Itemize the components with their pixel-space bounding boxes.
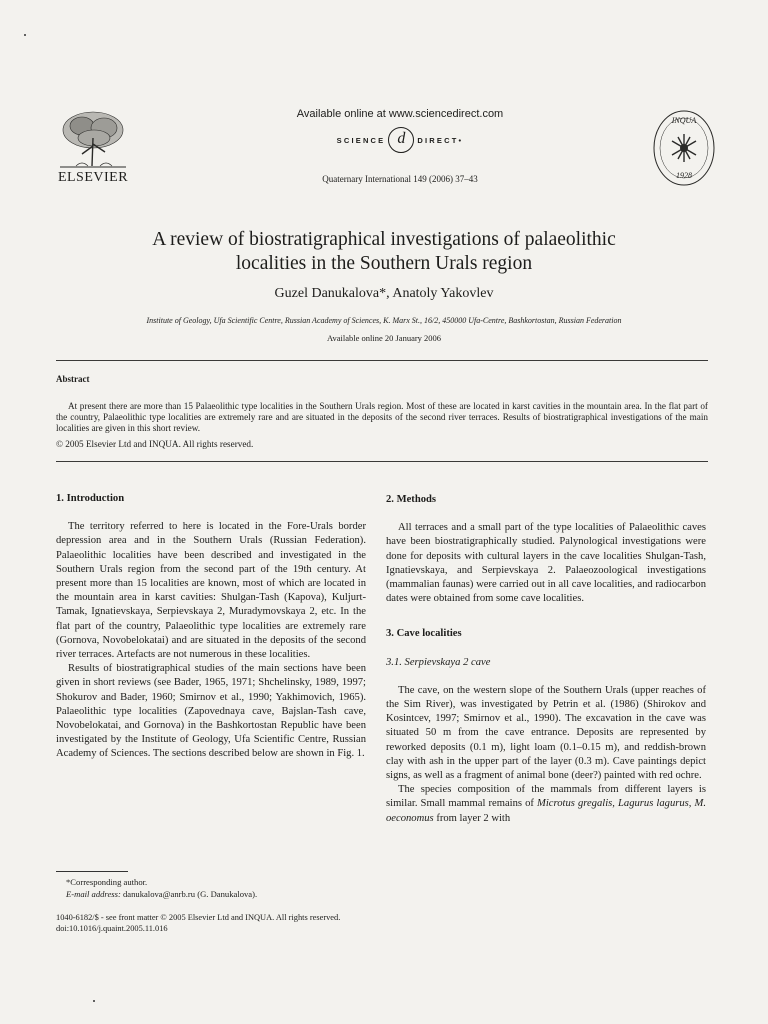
sd-at-icon: d [388, 127, 414, 153]
doi[interactable]: doi:10.1016/j.quaint.2005.11.016 [56, 924, 168, 933]
section-heading-introduction: 1. Introduction [56, 493, 125, 504]
corresponding-author-note: *Corresponding author. [66, 877, 148, 887]
footnote-rule [56, 871, 128, 872]
paragraph-text: from layer 2 with [433, 812, 511, 824]
available-online-url[interactable]: Available online at www.sciencedirect.com [296, 108, 504, 120]
right-column [386, 493, 706, 826]
scan-speck [93, 1000, 95, 1002]
paragraph: The territory referred to here is located in the Fore-Urals border depression area and in the Southern Urals (Russian Federation). Palaeolithic localities have been described and investigated in the Southern Urals region from the second part of the 19th century. At present more than 15 localities are known, most of which are located in the mountain area in karst cavities: Shulgan-Tash (Kapova), Kuljurt-Tamak, Ignatievskaya, Serpievskaya 2, Muradymovskaya 2, etc. In the flat part of the country, Palaeolithic type localities are extremely rare (Gornova, Novobelokatai) and are situated in the deposits of the second river terraces. Artefacts are not numerous in these localities. [56, 521, 366, 661]
divider [56, 360, 708, 361]
affiliation: Institute of Geology, Ufa Scientific Centre, Russian Academy of Sciences, K. Marx St., 16/2, 450000 Ufa-Centre, Bashkortostan, Russian Federation [146, 316, 622, 325]
section-heading-methods: 2. Methods [386, 494, 437, 505]
species-names: Microtus gregalis, Lagurus lagurus, M. oeconomus [386, 798, 706, 824]
left-column [56, 492, 366, 762]
abstract-heading: Abstract [56, 374, 90, 384]
paragraph-text: The species composition of the mammals from different layers is similar. Small mammal remains of [386, 784, 706, 810]
sciencedirect-logo: SCIENCE d DIRECT • [310, 128, 490, 152]
front-matter [56, 912, 556, 934]
article-title [80, 228, 688, 276]
divider [56, 461, 708, 462]
front-matter-line: 1040-6182/$ - see front matter © 2005 Elsevier Ltd and INQUA. All rights reserved. [56, 913, 341, 922]
abstract-copyright: © 2005 Elsevier Ltd and INQUA. All rights reserved. [56, 439, 254, 449]
seal-year: 1928 [676, 171, 692, 180]
journal-citation: Quaternary International 149 (2006) 37–43 [322, 174, 478, 184]
scan-speck [24, 34, 26, 36]
email-note [56, 889, 366, 900]
paragraph [386, 783, 706, 826]
subsection-heading: 3.1. Serpievskaya 2 cave [386, 656, 491, 668]
paragraph: The cave, on the western slope of the Southern Urals (upper reaches of the Sim River), was investigated by Petrin et al. (1986) (Shirokov and Kosintcev, 1997; Smirnov et al., 1990). The excavation in the cave was situated 50 m from the cave entrance. Deposits are represented by reworked deposits (0.1 m), light loam (0.1–0.15 m), and reddish-brown clay with ash in the upper part of the layer (0.3 m). Cave paintings depict signs, as well as a fragment of animal bone (deer?) painted with red ochre. [386, 684, 706, 782]
paragraph: Results of biostratigraphical studies of the main sections have been given in short reviews (see Bader, 1965, 1971; Shchelinsky, 1989, 1997; Shokurov and Bader, 1960; Smirnov et al., 1990; Yakhimovich, 1965). Palaeolithic type localities (Zapovednaya cave, Bajslan-Tash cave, Novobelokatai, and Gornova) in the Bashkortostan Republic have been investigated by the Institute of Geology, Ufa Scientific Centre, Russian Academy of Sciences. The sections described below are shown in Fig. 1. [56, 663, 366, 760]
available-online-date: Available online 20 January 2006 [326, 333, 442, 343]
seal-top-text: INQUA [671, 116, 697, 125]
publisher-name: ELSEVIER [57, 170, 129, 185]
paragraph: All terraces and a small part of the type localities of Palaeolithic caves have been biostratigraphically studied. Palynological investigations were done for deposits with cultural layers in the cave localities Shulgan-Tash, Ignatievskaya, and Serpievskaya 2. Palaeozoological investigations (mammalian faunas) were carried out in all cave localities, and radiocarbon dates were obtained from some cave localities. [386, 522, 706, 605]
author-list: Guzel Danukalova*, Anatoly Yakovlev [274, 286, 494, 301]
email-label: E-mail address: [66, 889, 121, 899]
abstract-text: At present there are more than 15 Palaeolithic type localities in the Southern Urals region. Most of these are located in karst cavities in the mountain area. In the flat part of the country, Palaeolithic type localities are extremely rare and are situated in the deposits of the second river terraces. Results of biostratigraphical investigations of the main localities are given in this short review. [56, 401, 708, 434]
title-line-1: A review of biostratigraphical investigations of palaeolithic [152, 229, 616, 250]
sd-right-word: DIRECT [417, 135, 459, 145]
title-line-2: localities in the Southern Urals region [235, 253, 533, 274]
section-heading-cave-localities: 3. Cave localities [386, 628, 462, 640]
sd-left-word: SCIENCE [336, 135, 386, 145]
inqua-seal [652, 108, 716, 188]
email-address[interactable]: danukalova@anrb.ru (G. Danukalova). [122, 889, 258, 899]
